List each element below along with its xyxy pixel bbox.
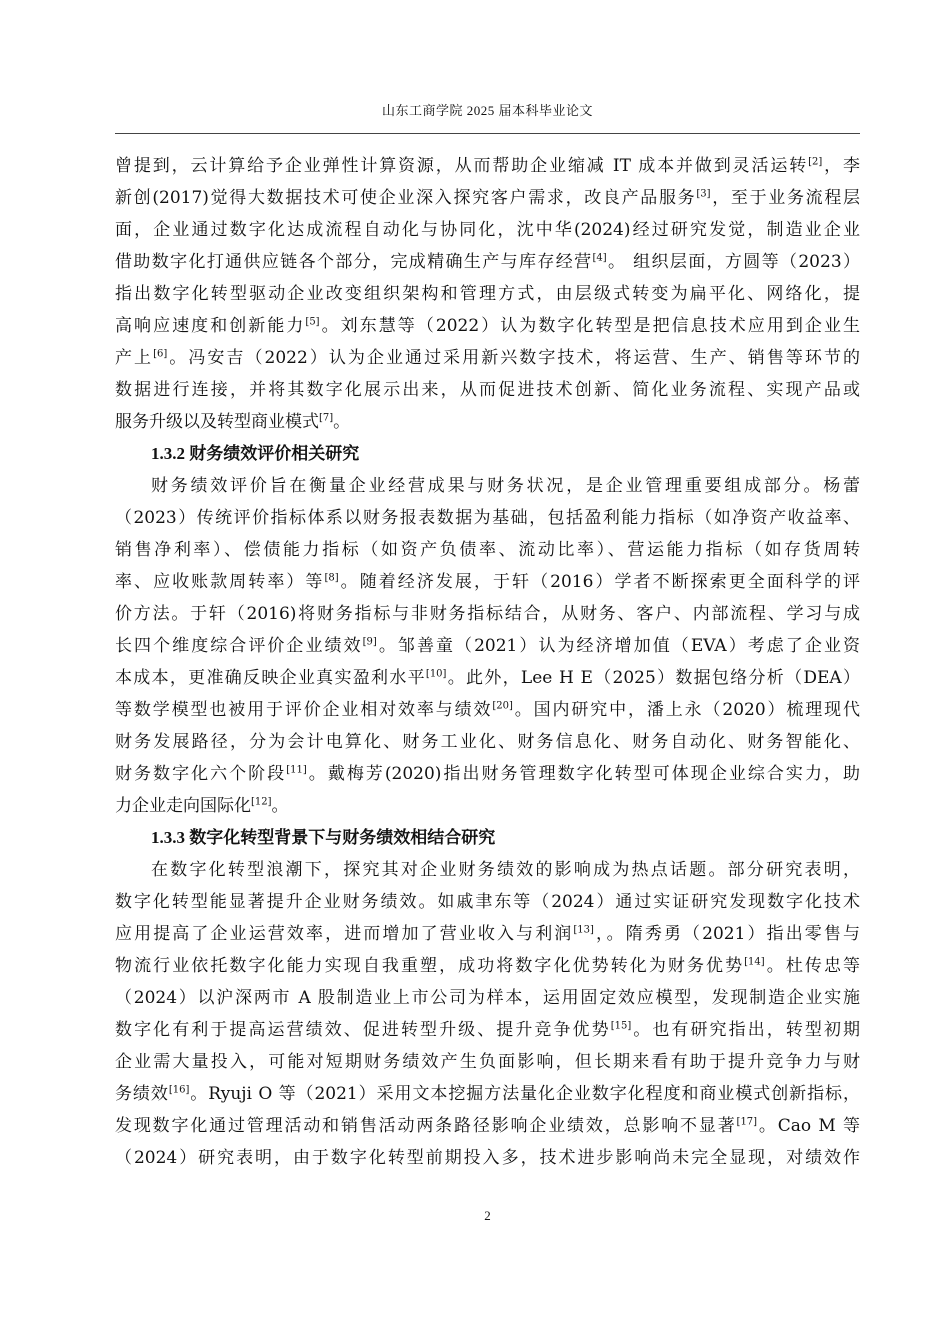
text-line bbox=[115, 374, 860, 406]
line-text: 企业需大量投入，可能对短期财务绩效产生负面影响，但长期来看有助于提升竞争力与财 bbox=[115, 1052, 860, 1072]
line-text-tail: ，至于业务流程层 bbox=[710, 188, 860, 208]
text-line bbox=[115, 310, 860, 342]
text-line bbox=[115, 150, 860, 182]
line-text: 财务绩效评价旨在衡量企业经营成果与财务状况，是企业管理重要组成部分。杨蕾 bbox=[151, 476, 860, 496]
line-text-tail: 。Ryuji O 等（2021）采用文本挖掘方法量化企业数字化程度和商业模式创新指标， bbox=[189, 1084, 860, 1104]
text-line bbox=[115, 886, 860, 918]
text-line bbox=[115, 1110, 860, 1142]
citation-reference: [15] bbox=[610, 1020, 632, 1032]
line-text: 在数字化转型浪潮下，探究其对企业财务绩效的影响成为热点话题。部分研究表明， bbox=[151, 860, 860, 880]
text-line bbox=[115, 534, 860, 566]
line-text: （2024）以沪深两市 A 股制造业上市公司为样本，运用固定效应模型，发现制造企业实施 bbox=[115, 988, 860, 1008]
line-text-tail: 。 bbox=[333, 412, 351, 432]
body-text bbox=[115, 150, 860, 1174]
line-text: 务绩效 bbox=[115, 1084, 169, 1104]
line-text: 数字化有利于提高运营绩效、促进转型升级、提升竞争优势 bbox=[115, 1020, 611, 1040]
citation-reference: [3] bbox=[696, 188, 711, 200]
citation-reference: [5] bbox=[305, 316, 320, 328]
citation-reference: [13] bbox=[573, 924, 594, 936]
line-text-tail: 。邹善童（2021）认为经济增加值（EVA）考虑了企业资 bbox=[376, 636, 860, 656]
text-line bbox=[115, 854, 860, 886]
text-line bbox=[115, 214, 860, 246]
citation-reference: [2] bbox=[808, 156, 823, 168]
line-text-tail: 。戴梅芳(2020)指出财务管理数字化转型可体现企业综合实力，助 bbox=[306, 764, 860, 784]
line-text: 等数学模型也被用于评价企业相对效率与绩效 bbox=[115, 700, 493, 720]
citation-reference: [10] bbox=[425, 668, 447, 680]
text-line bbox=[115, 790, 860, 822]
text-line bbox=[115, 406, 860, 438]
line-text: 面，企业通过数字化达成流程自动化与协同化，沈中华(2024)经过研究发觉，制造业企业 bbox=[115, 220, 860, 240]
citation-reference: [7] bbox=[319, 412, 334, 424]
text-line bbox=[115, 598, 860, 630]
line-text: （2024）研究表明，由于数字化转型前期投入多，技术进步影响尚未完全显现，对绩效作 bbox=[115, 1148, 860, 1168]
text-line bbox=[115, 982, 860, 1014]
line-text-tail: 。国内研究中，潘上永（2020）梳理现代 bbox=[512, 700, 860, 720]
line-text-tail: 。 组织层面，方圆等（2023） bbox=[606, 252, 860, 272]
line-text: 财务发展路径，分为会计电算化、财务工业化、财务信息化、财务自动化、财务智能化、 bbox=[115, 732, 860, 752]
text-line bbox=[115, 694, 860, 726]
citation-reference: [17] bbox=[736, 1116, 758, 1128]
citation-reference: [9] bbox=[362, 636, 377, 648]
header-divider bbox=[115, 133, 860, 134]
line-text-tail: 。也有研究指出，转型初期 bbox=[631, 1020, 860, 1040]
text-line bbox=[115, 182, 860, 214]
citation-reference: [4] bbox=[592, 252, 607, 264]
line-text: 曾提到，云计算给予企业弹性计算资源，从而帮助企业缩减 IT 成本并做到灵活运转 bbox=[115, 156, 809, 176]
line-text: 财务数字化六个阶段 bbox=[115, 764, 287, 784]
line-text: 1.3.2 财务绩效评价相关研究 bbox=[151, 444, 360, 463]
line-text: 发现数字化通过管理活动和销售活动两条路径影响企业绩效，总影响不显著 bbox=[115, 1116, 737, 1136]
text-line bbox=[115, 662, 860, 694]
section-heading bbox=[115, 822, 860, 854]
line-text: 本成本，更准确反映企业真实盈利水平 bbox=[115, 668, 426, 688]
line-text: 高响应速度和创新能力 bbox=[115, 316, 306, 336]
text-line bbox=[115, 726, 860, 758]
citation-reference: [20] bbox=[492, 700, 513, 712]
text-line bbox=[115, 566, 860, 598]
text-line bbox=[115, 246, 860, 278]
line-text: 率、应收账款周转率）等 bbox=[115, 572, 325, 592]
citation-reference: [8] bbox=[324, 572, 339, 584]
text-line bbox=[115, 278, 860, 310]
line-text: 物流行业依托数字化能力实现自我重塑，成功将数字化优势转化为财务优势 bbox=[115, 956, 745, 976]
citation-reference: [11] bbox=[286, 764, 307, 776]
line-text: 销售净利率）、偿债能力指标（如资产负债率、流动比率）、营运能力指标（如存货周转 bbox=[115, 540, 860, 560]
line-text-tail: 。Cao M 等 bbox=[757, 1116, 860, 1136]
line-text-tail: ，李 bbox=[822, 156, 860, 176]
line-text: 力企业走向国际化 bbox=[115, 796, 251, 816]
line-text: 产上 bbox=[115, 348, 154, 368]
line-text: 应用提高了企业运营效率，进而增加了营业收入与利润 bbox=[115, 924, 574, 944]
page-header: 山东工商学院 2025 届本科毕业论文 bbox=[381, 103, 593, 118]
line-text-tail: ，。隋秀勇（2021）指出零售与 bbox=[593, 924, 860, 944]
text-line bbox=[115, 502, 860, 534]
line-text: 数字化转型能显著提升企业财务绩效。如戚聿东等（2024）通过实证研究发现数字化技术 bbox=[115, 892, 860, 912]
citation-reference: [16] bbox=[168, 1084, 190, 1096]
text-line bbox=[115, 758, 860, 790]
line-text: （2023）传统评价指标体系以财务报表数据为基础，包括盈利能力指标（如净资产收益率、 bbox=[115, 508, 860, 528]
line-text: 长四个维度综合评价企业绩效 bbox=[115, 636, 363, 656]
line-text-tail: 。此外，Lee H E（2025）数据包络分析（DEA） bbox=[446, 668, 860, 688]
text-line bbox=[115, 342, 860, 374]
section-heading bbox=[115, 438, 860, 470]
citation-reference: [14] bbox=[744, 956, 765, 968]
line-text-tail: 。随着经济发展，于轩（2016）学者不断探索更全面科学的评 bbox=[338, 572, 860, 592]
text-line bbox=[115, 630, 860, 662]
text-line bbox=[115, 470, 860, 502]
text-line bbox=[115, 1046, 860, 1078]
citation-reference: [12] bbox=[251, 796, 272, 808]
text-line bbox=[115, 1142, 860, 1174]
line-text: 数据进行连接，并将其数字化展示出来，从而促进技术创新、简化业务流程、实现产品或 bbox=[115, 380, 860, 400]
line-text-tail: 。刘东慧等（2022）认为数字化转型是把信息技术应用到企业生 bbox=[319, 316, 860, 336]
line-text: 价方法。于轩（2016)将财务指标与非财务指标结合，从财务、客户、内部流程、学习与成 bbox=[115, 604, 860, 624]
line-text: 指出数字化转型驱动企业改变组织架构和管理方式，由层级式转变为扁平化、网络化，提 bbox=[115, 284, 860, 304]
line-text: 1.3.3 数字化转型背景下与财务绩效相结合研究 bbox=[151, 828, 496, 847]
line-text: 新创(2017)觉得大数据技术可使企业深入探究客户需求，改良产品服务 bbox=[115, 188, 697, 208]
text-line bbox=[115, 950, 860, 982]
text-line bbox=[115, 1014, 860, 1046]
line-text-tail: 。冯安吉（2022）认为企业通过采用新兴数字技术，将运营、生产、销售等环节的 bbox=[167, 348, 860, 368]
citation-reference: [6] bbox=[153, 348, 168, 360]
line-text-tail: 。 bbox=[271, 796, 289, 816]
line-text: 服务升级以及转型商业模式 bbox=[115, 412, 319, 432]
text-line bbox=[115, 918, 860, 950]
line-text: 借助数字化打通供应链各个部分，完成精确生产与库存经营 bbox=[115, 252, 593, 272]
text-line bbox=[115, 1078, 860, 1110]
line-text-tail: 。杜传忠等 bbox=[764, 956, 860, 976]
page-number: 2 bbox=[484, 1208, 491, 1223]
